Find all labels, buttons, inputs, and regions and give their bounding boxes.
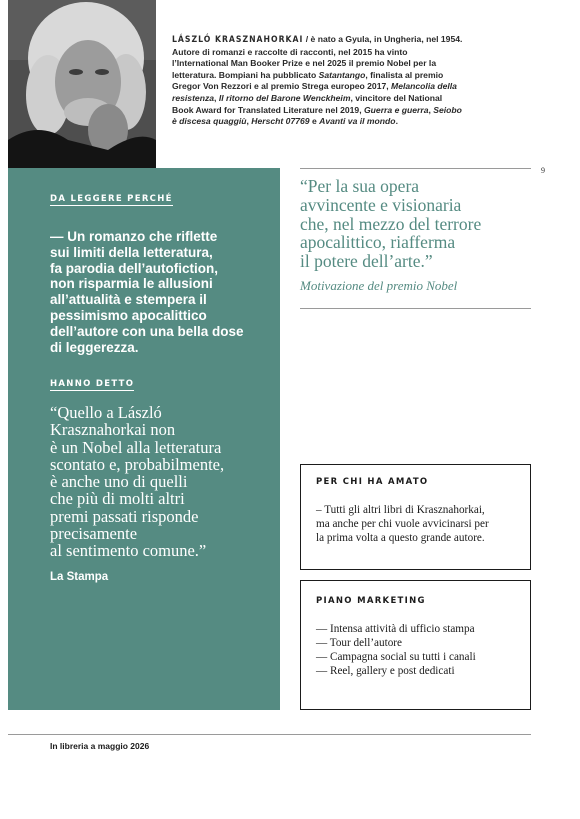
text-line: pessimismo apocalittico (50, 307, 207, 323)
page-number: 9 (541, 166, 545, 175)
list-item: — Intensa attività di ufficio stampa (316, 623, 475, 635)
book-title: Guerra e guerra (364, 104, 429, 115)
bio-text: e (309, 116, 320, 127)
text-line: — Un romanzo che riflette (50, 229, 218, 244)
text-line: non risparmia le allusioni (50, 276, 213, 292)
text-line: che, nel mezzo del terrore (300, 213, 482, 234)
text-line: al sentimento comune.” (50, 541, 207, 561)
text-line: dell’autore con una bella dose (50, 323, 244, 339)
text-line: “Per la sua opera (300, 176, 420, 196)
for-whom-box (300, 464, 531, 570)
why-read-label: DA LEGGERE PERCHÉ (50, 194, 173, 204)
bio-text: , finalista al premio Gregor Von Rezzori e al premio Strega europeo 2017, (172, 69, 444, 92)
green-panel (8, 168, 280, 710)
text-line: di leggerezza. (50, 339, 139, 355)
text-line: avvincente e visionaria (300, 194, 462, 215)
press-quote-source: La Stampa (50, 571, 109, 583)
bio-text: , (246, 116, 252, 127)
book-title: Melancolia della resistenza (172, 81, 457, 103)
for-whom-text (316, 503, 522, 545)
text-line: apocalittico, riafferma (300, 232, 456, 253)
text-line: che più di molti altri (50, 489, 185, 509)
list-item: — Tour dell’autore (316, 637, 402, 649)
author-photo (8, 0, 156, 168)
press-quote (50, 404, 270, 560)
text-line: precisamente (50, 524, 138, 544)
nobel-quote-source: Motivazione del premio Nobel (300, 278, 458, 293)
for-whom-label: PER CHI HA AMATO (316, 477, 429, 487)
book-title: Il ritorno del Barone Wenckheim (218, 92, 351, 103)
text-line: è un Nobel alla letteratura (50, 437, 222, 457)
bio-text: , (214, 92, 219, 103)
list-item: — Campagna social su tutti i canali (316, 651, 476, 663)
they-said-label: HANNO DETTO (50, 379, 135, 389)
book-title: Avanti va il mondo (319, 116, 396, 127)
bio-text: , (428, 104, 434, 115)
list-item: — Reel, gallery e post dedicati (316, 665, 455, 677)
text-line: Krasznahorkai non (50, 420, 176, 440)
text-line: il potere dell’arte.” (300, 251, 433, 272)
text-line: è anche uno di quelli (50, 472, 188, 492)
author-bio (172, 34, 464, 128)
footer-divider (8, 734, 531, 735)
nobel-quote (300, 177, 532, 271)
text-line: scontato e, probabilmente, (50, 454, 225, 474)
bio-text: , vincitore del National Book Award for Translated Literature nel 2019, (172, 92, 443, 115)
book-title: Seiobo è discesa quaggiù (172, 104, 462, 127)
text-line: all’attualità e stempera il (50, 292, 207, 308)
divider (300, 168, 531, 169)
marketing-list (316, 622, 522, 678)
marketing-label: PIANO MARKETING (316, 596, 426, 606)
bio-text: / è nato a Gyula, in Ungheria, nel 1954. Autore di romanzi e raccolte di racconti, nel 2015 ha vinto l’International Man Booker Prize e nel 2025 il premio Nobel per la letteratura. Bompiani ha pubblicato (172, 34, 463, 80)
text-line: “Quello a László (50, 403, 162, 422)
book-title: Satantango (318, 69, 366, 80)
why-read-text (50, 229, 268, 355)
text-line: la prima volta a questo grande autore. (316, 532, 485, 544)
text-line: – Tutti gli altri libri di Krasznahorkai, (316, 504, 485, 516)
divider (300, 308, 531, 309)
book-title: Herscht 07769 (251, 116, 310, 127)
text-line: fa parodia dell’autofiction, (50, 260, 219, 276)
bio-text: . (395, 116, 398, 127)
text-line: ma anche per chi vuole avvicinarsi per (316, 518, 489, 530)
release-date: In libreria a maggio 2026 (50, 741, 150, 751)
marketing-box (300, 580, 531, 710)
text-line: sui limiti della letteratura, (50, 244, 213, 260)
text-line: premi passati risponde (50, 506, 199, 526)
author-name: LÁSZLÓ KRASZNAHORKAI (172, 35, 304, 45)
